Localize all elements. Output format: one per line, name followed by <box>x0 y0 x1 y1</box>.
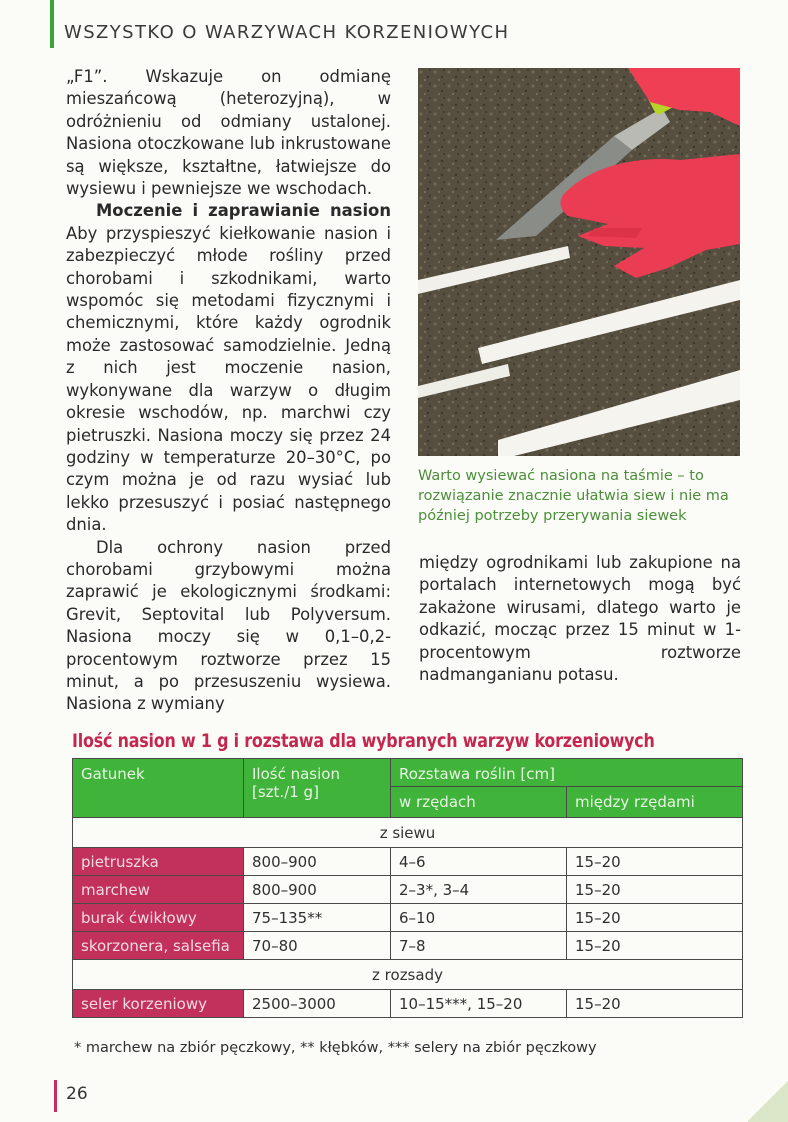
sowing-photo-illustration <box>418 68 740 456</box>
section-row <box>73 818 743 848</box>
page-number-accent <box>54 1080 57 1112</box>
row-seeds: 800–900 <box>244 848 391 876</box>
table-title: Ilość nasion w 1 g i rozstawa dla wybranych warzyw korzeniowych <box>72 730 655 752</box>
header-spacing: Rozstawa roślin [cm] <box>391 759 743 787</box>
row-in-rows: 7–8 <box>391 932 567 960</box>
row-between-rows: 15–20 <box>567 932 743 960</box>
row-species: seler korzeniowy <box>73 990 244 1018</box>
right-column-text: między ogrodnikami lub zakupione na portalach internetowych mogą być zakażone wirusami, dlatego warto je odkazić, mocząc przez 15 minut w 1-procentowym roztworze nadmanganianu potasu. <box>419 553 741 685</box>
header-in-rows: w rzędach <box>391 787 567 818</box>
paragraph-protection <box>66 537 391 716</box>
table-footnote: * marchew na zbiór pęczkowy, ** kłębków, *** selery na zbiór pęczkowy <box>74 1040 597 1056</box>
paragraph-f1 <box>66 66 391 200</box>
running-head: WSZYSTKO O WARZYWACH KORZENIOWYCH <box>64 22 510 43</box>
table-row <box>73 876 743 904</box>
table-header-row <box>73 759 743 787</box>
section-sowing: z siewu <box>73 818 743 848</box>
header-between-rows: między rzędami <box>567 787 743 818</box>
row-between-rows: 15–20 <box>567 848 743 876</box>
row-seeds: 75–135** <box>244 904 391 932</box>
header-accent-bar <box>50 0 54 48</box>
row-species: pietruszka <box>73 848 244 876</box>
left-column <box>66 66 391 716</box>
header-seed-count: Ilość nasion [szt./1 g] <box>244 759 391 818</box>
table-row <box>73 904 743 932</box>
row-between-rows: 15–20 <box>567 904 743 932</box>
paragraph-protection-text: Dla ochrony nasion przed chorobami grzybowymi można zaprawić je ekologicznymi środkami: Grevit, Septovital lub Polyversum. Nasiona moczy się w 0,1–0,2-procentowym roztworze przez 15 minut, a po przesuszeniu wysiewa. Nasiona z wymiany <box>66 537 391 714</box>
row-seeds: 800–900 <box>244 876 391 904</box>
page-number: 26 <box>66 1084 88 1104</box>
row-in-rows: 2–3*, 3–4 <box>391 876 567 904</box>
table-row <box>73 932 743 960</box>
photo-caption: Warto wysiewać nasiona na taśmie – to rozwiązanie znacznie ułatwia siew i nie ma później potrzeby przerywania siewek <box>418 468 729 524</box>
table-row <box>73 848 743 876</box>
row-seeds: 2500–3000 <box>244 990 391 1018</box>
row-species: marchew <box>73 876 244 904</box>
row-in-rows: 4–6 <box>391 848 567 876</box>
paragraph-heading: Moczenie i zaprawianie nasion <box>96 201 391 221</box>
table-row <box>73 990 743 1018</box>
section-row <box>73 960 743 990</box>
seed-spacing-table <box>72 758 743 1018</box>
paragraph-soaking-text: Aby przyspieszyć kiełkowanie nasion i zabezpieczyć młode rośliny przed chorobami i szkodnikami, warto wspomóc się metodami fizycznymi i chemicznymi, które każdy ogrodnik może zastosować samodzielnie. Jedną z nich jest moczenie nasion, wykonywane dla warzyw o długim okresie wschodów, np. marchwi czy pietruszki. Nasiona moczy się przez 24 godziny w temperaturze 20–30°C, po czym można je od razu wysiać lub lekko przesuszyć i posiać następnego dnia. <box>66 223 391 535</box>
paragraph-soaking <box>66 200 391 536</box>
paragraph-f1-text: „F1”. Wskazuje on odmianę mieszańcową (heterozyjną), w odróżnieniu od odmiany ustalonej. Nasiona otoczkowane lub inkrustowane są większe, kształtne, łatwiejsze do wysiewu i pewniejsze we wschodach. <box>66 67 391 199</box>
row-species: skorzonera, salsefia <box>73 932 244 960</box>
section-seedlings: z rozsady <box>73 960 743 990</box>
header-species: Gatunek <box>73 759 244 818</box>
page-corner-decoration <box>748 1080 788 1122</box>
row-seeds: 70–80 <box>244 932 391 960</box>
row-species: burak ćwikłowy <box>73 904 244 932</box>
row-in-rows: 10–15***, 15–20 <box>391 990 567 1018</box>
row-in-rows: 6–10 <box>391 904 567 932</box>
row-between-rows: 15–20 <box>567 876 743 904</box>
sowing-photo <box>418 68 740 456</box>
row-between-rows: 15–20 <box>567 990 743 1018</box>
